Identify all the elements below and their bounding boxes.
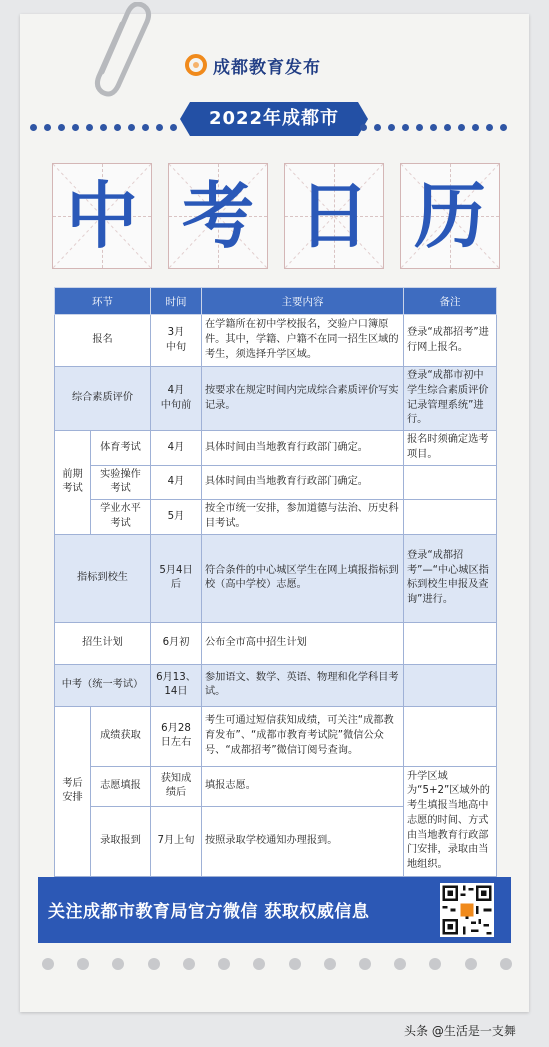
time-cell: 4月 中旬前 (151, 367, 202, 431)
content-cell: 按照录取学校通知办理报到。 (202, 806, 404, 876)
content-cell: 公布全市高中招生计划 (202, 622, 404, 664)
content-cell: 在学籍所在初中学校报名，交验户口簿原件。其中，学籍、户籍不在同一招生区域的考生，须选择升学区域。 (202, 315, 404, 367)
table-row (55, 431, 497, 466)
content-cell: 参加语文、数学、英语、物理和化学科目考试。 (202, 664, 404, 706)
time-cell: 7月上旬 (151, 806, 202, 876)
dotted-line-left (30, 116, 190, 124)
time-cell: 6月28 日左右 (151, 706, 202, 766)
header-stage: 环节 (55, 288, 151, 315)
content-cell: 符合条件的中心城区学生在网上填报指标到校（高中学校）志愿。 (202, 534, 404, 622)
content-cell: 填报志愿。 (202, 766, 404, 806)
time-cell: 6月13、 14日 (151, 664, 202, 706)
title-char-box (284, 163, 384, 269)
brand-header (185, 52, 321, 78)
table-row (55, 367, 497, 431)
table-row (55, 706, 497, 766)
note-cell (404, 622, 497, 664)
watermark: 头条 @生活是一支舞 (404, 1024, 516, 1038)
brand-name: 成都教育发布 (213, 57, 321, 78)
note-cell: 登录“成都招考”—“中心城区指标到校生申报及查询”进行。 (404, 534, 497, 622)
header-content: 主要内容 (202, 288, 404, 315)
note-cell: 登录“成都市初中学生综合素质评价记录管理系统”进行。 (404, 367, 497, 431)
sub-stage-cell: 录取报到 (91, 806, 151, 876)
note-cell (404, 706, 497, 766)
sub-stage-cell: 实验操作 考试 (91, 465, 151, 500)
stage-cell: 综合素质评价 (55, 367, 151, 431)
stage-cell: 中考（统一考试） (55, 664, 151, 706)
sub-stage-cell: 体育考试 (91, 431, 151, 466)
time-cell: 6月初 (151, 622, 202, 664)
header-note: 备注 (404, 288, 497, 315)
stage-cell: 报名 (55, 315, 151, 367)
stage-cell: 招生计划 (55, 622, 151, 664)
dotted-line-right (360, 116, 520, 124)
sub-stage-cell: 学业水平 考试 (91, 500, 151, 535)
paperclip-icon (88, 2, 152, 98)
title-char: 日 (297, 174, 370, 258)
content-cell: 具体时间由当地教育行政部门确定。 (202, 431, 404, 466)
header-time: 时间 (151, 288, 202, 315)
table-header-row (55, 288, 497, 315)
title-char-box (52, 163, 152, 269)
table-row (55, 500, 497, 535)
table-row (55, 315, 497, 367)
title-char: 历 (413, 174, 486, 258)
table-row (55, 465, 497, 500)
sub-stage-cell: 成绩获取 (91, 706, 151, 766)
content-cell: 考生可通过短信获知成绩，可关注“成都教育发布”、“成都市教育考试院”微信公众号、“成都招考”微信订阅号查询。 (202, 706, 404, 766)
note-cell: 登录“成都招考”进行网上报名。 (404, 315, 497, 367)
table-row (55, 622, 497, 664)
binder-holes (42, 958, 512, 972)
calendar-title (52, 163, 500, 273)
title-char-box (400, 163, 500, 269)
note-cell (404, 664, 497, 706)
note-cell-post-exam: 升学区域为“5+2”区域外的考生填报当地高中志愿的时间、方式由当地教育行政部门安排，录取由当地组织。 (404, 766, 497, 876)
group-cell-post-exam: 考后 安排 (55, 706, 91, 876)
note-cell (404, 500, 497, 535)
table-row (55, 664, 497, 706)
time-cell: 4月 (151, 431, 202, 466)
time-cell: 获知成 绩后 (151, 766, 202, 806)
time-cell: 3月 中旬 (151, 315, 202, 367)
content-cell: 按要求在规定时间内完成综合素质评价写实记录。 (202, 367, 404, 431)
sub-stage-cell: 志愿填报 (91, 766, 151, 806)
stage-cell: 指标到校生 (55, 534, 151, 622)
table-row (55, 766, 497, 806)
orange-ring-logo-icon (185, 54, 207, 76)
time-cell: 4月 (151, 465, 202, 500)
exam-calendar-table (54, 287, 497, 877)
qr-code-icon[interactable] (440, 883, 494, 937)
footer-banner (38, 877, 511, 943)
note-cell: 报名时须确定选考项目。 (404, 431, 497, 466)
group-cell-pre-exam: 前期 考试 (55, 431, 91, 535)
title-char: 考 (181, 174, 254, 258)
time-cell: 5月4日 后 (151, 534, 202, 622)
content-cell: 具体时间由当地教育行政部门确定。 (202, 465, 404, 500)
year-banner: 2022年成都市 (190, 102, 358, 136)
footer-text: 关注成都市教育局官方微信 获取权威信息 (48, 902, 370, 922)
title-char: 中 (65, 174, 138, 258)
content-cell: 按全市统一安排，参加道德与法治、历史科目考试。 (202, 500, 404, 535)
time-cell: 5月 (151, 500, 202, 535)
note-cell (404, 465, 497, 500)
table-row (55, 534, 497, 622)
torn-edge (20, 1004, 529, 1018)
title-char-box (168, 163, 268, 269)
